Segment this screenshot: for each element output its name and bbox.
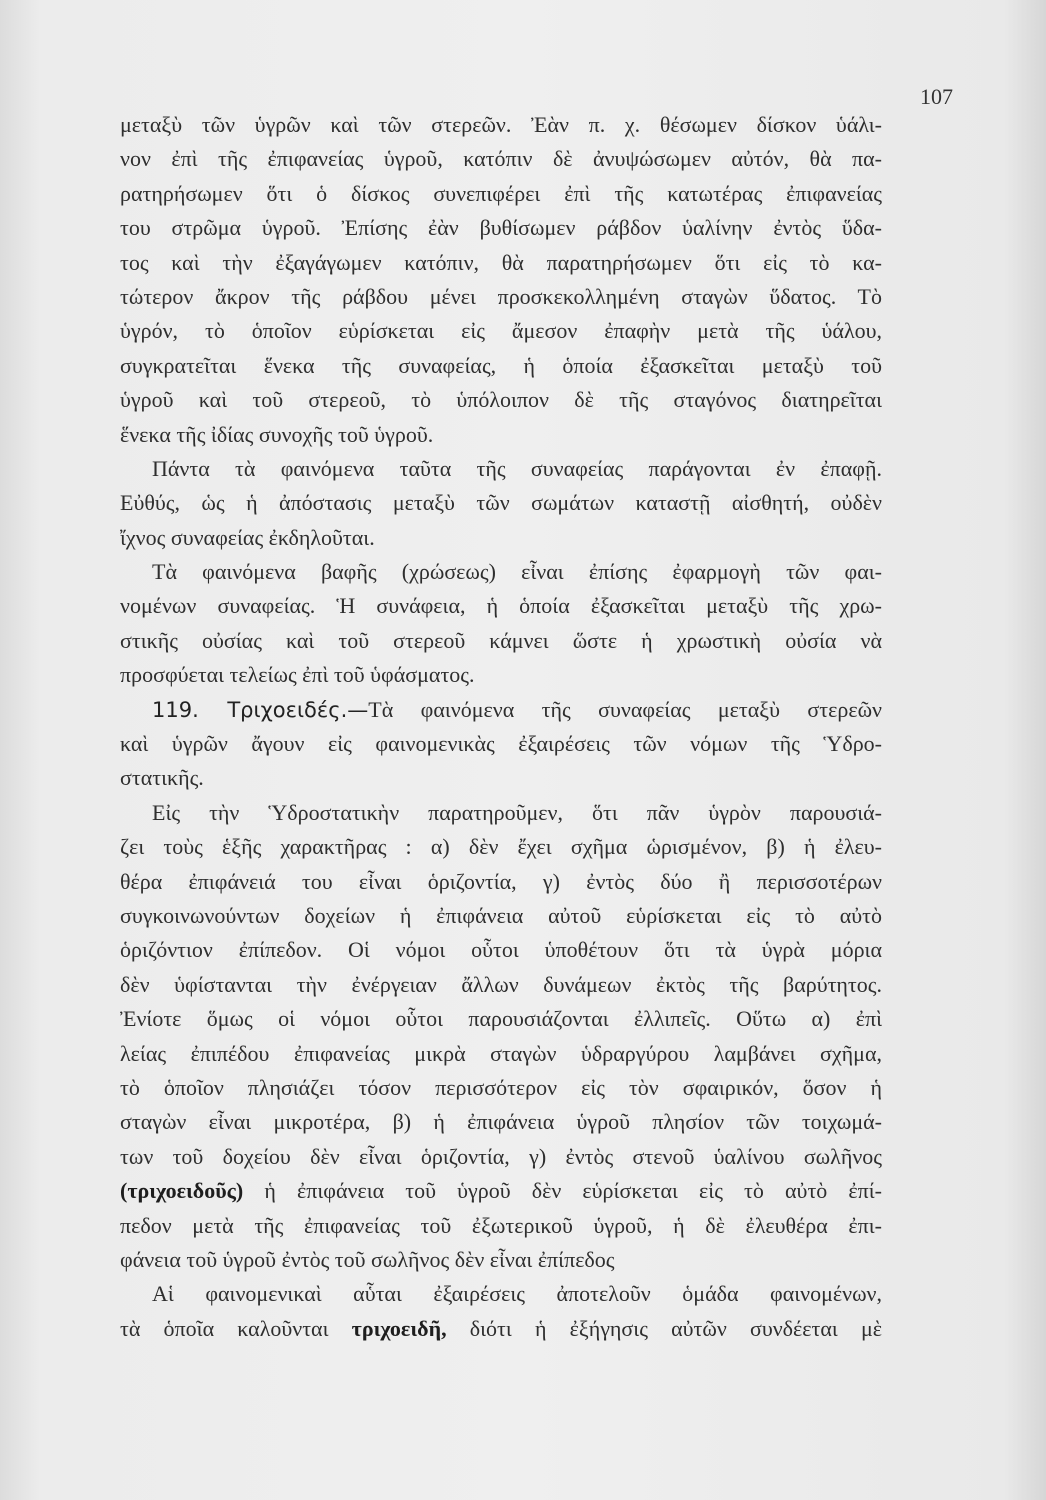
text-line bbox=[120, 521, 882, 555]
line-text: νομένων συναφείας. Ἡ συνάφεια, ἡ ὁποία ἐξασκεῖται μεταξὺ τῆς χρω- bbox=[120, 593, 882, 619]
line-text: νον ἐπὶ τῆς ἐπιφανείας ὑγροῦ, κατόπιν δὲ ἀνυψώσωμεν αὐτόν, θὰ πα- bbox=[120, 146, 882, 172]
bold-term: τριχοειδῆ, bbox=[351, 1315, 447, 1341]
body-text bbox=[120, 108, 882, 1346]
line-text: πεδον μετὰ τῆς ἐπιφανείας τοῦ ἐξωτερικοῦ ὑγροῦ, ἡ δὲ ἐλευθέρα ἐπι- bbox=[120, 1212, 882, 1238]
line-text: Πάντα τὰ φαινόμενα ταῦτα τῆς συναφείας παράγονται ἐν ἐπαφῇ. bbox=[152, 455, 882, 481]
line-text: ὑγροῦ καὶ τοῦ στερεοῦ, τὸ ὑπόλοιπον δὲ τῆς σταγόνος διατηρεῖται bbox=[120, 387, 882, 413]
line-text: μεταξὺ τῶν ὑγρῶν καὶ τῶν στερεῶν. Ἐὰν π. χ. θέσωμεν δίσκον ὑάλι- bbox=[120, 112, 882, 137]
text-line bbox=[120, 452, 882, 486]
text-line bbox=[120, 1209, 882, 1243]
line-text: Αἱ φαινομενικαὶ αὗται ἐξαιρέσεις ἀποτελοῦν ὁμάδα φαινομένων, bbox=[152, 1281, 882, 1307]
text-line bbox=[120, 1174, 882, 1208]
line-text: καὶ ὑγρῶν ἄγουν εἰς φαινομενικὰς ἐξαιρέσεις τῶν νόμων τῆς Ὑδρο- bbox=[120, 731, 882, 757]
line-text: των τοῦ δοχείου δὲν εἶναι ὁριζοντία, γ) ἐντὸς στενοῦ ὑαλίνου σωλῆνος bbox=[120, 1143, 882, 1169]
text-line bbox=[120, 314, 882, 348]
line-text: Εὐθύς, ὡς ἡ ἀπόστασις μεταξὺ τῶν σωμάτων καταστῇ αἰσθητή, οὐδὲν bbox=[120, 490, 882, 516]
line-text: στικῆς οὐσίας καὶ τοῦ στερεοῦ κάμνει ὥστε ἡ χρωστικὴ οὐσία νὰ bbox=[120, 627, 882, 653]
text-line bbox=[120, 246, 882, 280]
line-text: ζει τοὺς ἑξῆς χαρακτῆρας : α) δὲν ἔχει σχῆμα ὡρισμένον, β) ἡ ἐλευ- bbox=[120, 834, 882, 860]
line-text: στατικῆς. bbox=[120, 765, 204, 791]
text-line bbox=[120, 418, 882, 452]
line-text: φάνεια τοῦ ὑγροῦ ἐντὸς τοῦ σωλῆνος δὲν εἶναι ἐπίπεδος bbox=[120, 1246, 615, 1272]
text-line bbox=[120, 1105, 882, 1139]
line-text: ρατηρήσωμεν ὅτι ὁ δίσκος συνεπιφέρει ἐπὶ τῆς κατωτέρας ἐπιφανείας bbox=[120, 180, 882, 206]
line-text: ὁριζόντιον ἐπίπεδον. Οἱ νόμοι οὗτοι ὑποθέτουν ὅτι τὰ ὑγρὰ μόρια bbox=[120, 937, 882, 963]
section-title: 119. Τριχοειδές.— bbox=[152, 697, 369, 722]
text-line bbox=[120, 1140, 882, 1174]
line-text: ἴχνος συναφείας ἐκδηλοῦται. bbox=[120, 524, 375, 550]
text-line bbox=[120, 933, 882, 967]
text-line bbox=[120, 177, 882, 211]
text-line bbox=[120, 727, 882, 761]
line-text: τὰ ὁποῖα καλοῦνται bbox=[120, 1315, 352, 1341]
text-line bbox=[120, 486, 882, 520]
text-line bbox=[120, 658, 882, 692]
line-text: συγκοινωνούντων δοχείων ἡ ἐπιφάνεια αὐτοῦ εὑρίσκεται εἰς τὸ αὐτὸ bbox=[120, 902, 882, 928]
line-text: Εἰς τὴν Ὑδροστατικὴν παρατηροῦμεν, ὅτι πᾶν ὑγρὸν παρουσιά- bbox=[152, 799, 882, 825]
line-text: διότι ἡ ἐξήγησις αὐτῶν συνδέεται μὲ bbox=[446, 1315, 882, 1341]
line-text: τώτερον ἄκρον τῆς ράβδου μένει προσκεκολλημένη σταγὼν ὕδατος. Τὸ bbox=[120, 283, 882, 309]
line-text: θέρα ἐπιφάνειά του εἶναι ὁριζοντία, γ) ἐντὸς δύο ἢ περισσοτέρων bbox=[120, 868, 882, 894]
line-text: Τὰ φαινόμενα βαφῆς (χρώσεως) εἶναι ἐπίσης ἐφαρμογὴ τῶν φαι- bbox=[152, 559, 882, 585]
line-text: Τὰ φαινόμενα τῆς συναφείας μεταξὺ στερεῶν bbox=[368, 696, 882, 722]
line-text: ἡ ἐπιφάνεια τοῦ ὑγροῦ δὲν εὑρίσκεται εἰς τὸ αὐτὸ ἐπί- bbox=[243, 1178, 882, 1204]
line-text: συγκρατεῖται ἕνεκα τῆς συναφείας, ἡ ὁποία ἐξασκεῖται μεταξὺ τοῦ bbox=[120, 352, 882, 378]
text-line bbox=[120, 142, 882, 176]
text-line bbox=[120, 1071, 882, 1105]
text-line bbox=[120, 865, 882, 899]
page-number: 107 bbox=[920, 84, 953, 109]
line-text: τὸ ὁποῖον πλησιάζει τόσον περισσότερον εἰς τὸν σφαιρικόν, ὅσον ἡ bbox=[120, 1074, 882, 1100]
text-line bbox=[120, 830, 882, 864]
bold-term: (τριχοειδοῦς) bbox=[120, 1178, 244, 1204]
text-line bbox=[120, 1312, 882, 1346]
text-line bbox=[120, 108, 882, 142]
line-text: ἕνεκα τῆς ἰδίας συνοχῆς τοῦ ὑγροῦ. bbox=[120, 421, 434, 447]
text-line bbox=[120, 796, 882, 830]
line-text: του στρῶμα ὑγροῦ. Ἐπίσης ἐὰν βυθίσωμεν ράβδον ὑαλίνην ἐντὸς ὕδα- bbox=[120, 215, 882, 241]
text-line bbox=[120, 1277, 882, 1311]
text-line bbox=[120, 761, 882, 795]
text-line bbox=[120, 899, 882, 933]
line-text: τος καὶ τὴν ἐξαγάγωμεν κατόπιν, θὰ παρατηρήσωμεν ὅτι εἰς τὸ κα- bbox=[120, 249, 882, 275]
line-text: λείας ἐπιπέδου ἐπιφανείας μικρὰ σταγὼν ὑδραργύρου λαμβάνει σχῆμα, bbox=[120, 1040, 882, 1066]
text-line bbox=[120, 1243, 882, 1277]
text-line bbox=[120, 280, 882, 314]
text-line bbox=[120, 624, 882, 658]
text-line bbox=[120, 555, 882, 589]
text-line bbox=[120, 1037, 882, 1071]
text-line bbox=[120, 383, 882, 417]
line-text: ὑγρόν, τὸ ὁποῖον εὑρίσκεται εἰς ἄμεσον ἐπαφὴν μετὰ τῆς ὑάλου, bbox=[120, 318, 882, 344]
section-heading-line bbox=[120, 693, 882, 727]
line-text: Ἐνίοτε ὅμως οἱ νόμοι οὗτοι παρουσιάζονται ἐλλιπεῖς. Οὕτω α) ἐπὶ bbox=[120, 1006, 882, 1032]
line-text: προσφύεται τελείως ἐπὶ τοῦ ὑφάσματος. bbox=[120, 662, 475, 688]
text-line bbox=[120, 589, 882, 623]
line-text: δὲν ὑφίστανται τὴν ἐνέργειαν ἄλλων δυνάμεων ἐκτὸς τῆς βαρύτητος. bbox=[120, 971, 882, 997]
text-line bbox=[120, 968, 882, 1002]
line-text: σταγὼν εἶναι μικροτέρα, β) ἡ ἐπιφάνεια ὑγροῦ πλησίον τῶν τοιχωμά- bbox=[120, 1109, 882, 1135]
text-line bbox=[120, 349, 882, 383]
text-line bbox=[120, 1002, 882, 1036]
text-line bbox=[120, 211, 882, 245]
